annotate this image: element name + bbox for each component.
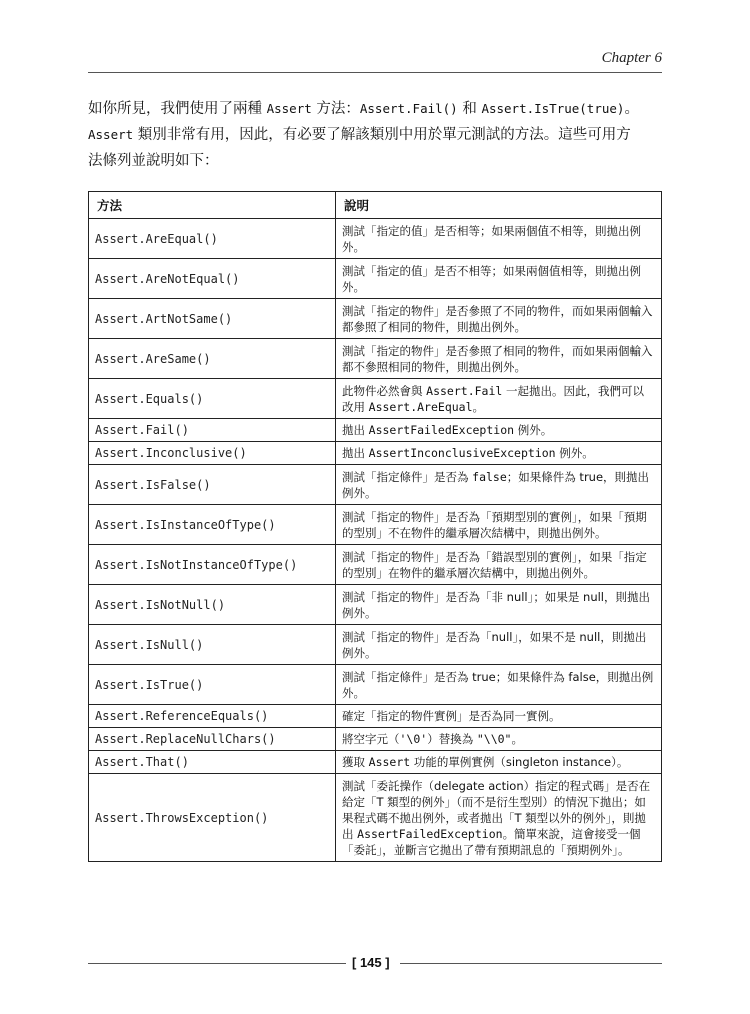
intro-line-1 — [88, 96, 668, 122]
table-row — [89, 379, 662, 419]
description-text: 測試「指定條件」是否為 — [342, 469, 473, 484]
description-text: 獲取 — [342, 755, 369, 769]
description-text: ）替換為 — [427, 732, 477, 746]
method-cell: Assert.Equals() — [89, 379, 336, 419]
method-cell: Assert.ReplaceNullChars() — [89, 728, 336, 751]
method-cell: Assert.IsNotInstanceOfType() — [89, 545, 336, 585]
method-cell: Assert.AreSame() — [89, 339, 336, 379]
description-text: 。 — [472, 399, 485, 414]
method-cell: Assert.IsNull() — [89, 625, 336, 665]
header-rule — [88, 72, 662, 73]
description-cell: 測試「指定的值」是否相等；如果兩個值不相等，則拋出例外。 — [336, 219, 662, 259]
chapter-header: Chapter 6 — [601, 50, 662, 66]
description-cell: 測試「指定的物件」是否為「null」，如果不是 null，則拋出例外。 — [336, 625, 662, 665]
intro-text: 如你所見，我們使用了兩種 — [88, 101, 267, 117]
description-cell: 確定「指定的物件實例」是否為同一實例。 — [336, 705, 662, 728]
description-cell: 測試「指定的物件」是否參照了不同的物件，而如果兩個輸入都參照了相同的物件，則拋出例外。 — [336, 299, 662, 339]
table-row — [89, 585, 662, 625]
table-row — [89, 339, 662, 379]
table-row — [89, 705, 662, 728]
table-row — [89, 259, 662, 299]
table-row — [89, 465, 662, 505]
description-cell: 測試「指定的物件」是否參照了相同的物件，而如果兩個輸入都不參照相同的物件，則拋出例外。 — [336, 339, 662, 379]
description-cell — [336, 751, 662, 774]
description-code: Assert.Fail — [426, 383, 503, 398]
description-cell: 測試「指定的物件」是否為「錯誤型別的實例」，如果「指定的型別」在物件的繼承層次結構中，則拋出例外。 — [336, 545, 662, 585]
intro-code: Assert — [266, 101, 312, 116]
method-cell: Assert.ThrowsException() — [89, 774, 336, 862]
method-cell: Assert.ReferenceEquals() — [89, 705, 336, 728]
column-header-method: 方法 — [89, 192, 336, 219]
method-cell: Assert.AreNotEqual() — [89, 259, 336, 299]
intro-code: Assert — [88, 127, 134, 142]
description-cell — [336, 728, 662, 751]
description-text: 。 — [511, 732, 523, 746]
description-text: 一起拋出。因此，我們可以改用 — [342, 383, 644, 414]
table-row — [89, 728, 662, 751]
footer-rule-left — [88, 963, 346, 964]
description-cell — [336, 774, 662, 862]
table-row — [89, 665, 662, 705]
intro-text: 和 — [457, 101, 482, 117]
description-cell — [336, 419, 662, 442]
description-text: 拋出 — [342, 446, 369, 460]
description-code: AssertFailedException — [357, 826, 503, 841]
method-cell: Assert.IsFalse() — [89, 465, 336, 505]
description-code: '\0' — [399, 732, 428, 746]
description-code: AssertInconclusiveException — [368, 446, 556, 460]
page-number: [ 145 ] — [352, 955, 390, 970]
intro-text: 類別非常有用，因此，有必要了解該類別中用於單元測試的方法。這些可用方 — [133, 127, 631, 143]
method-cell: Assert.Fail() — [89, 419, 336, 442]
table-row — [89, 751, 662, 774]
description-cell: 測試「指定的值」是否不相等；如果兩個值相等，則拋出例外。 — [336, 259, 662, 299]
method-cell: Assert.AreEqual() — [89, 219, 336, 259]
table-row — [89, 419, 662, 442]
description-cell: 測試「指定的物件」是否為「非 null」；如果是 null，則拋出例外。 — [336, 585, 662, 625]
description-cell — [336, 465, 662, 505]
footer-rule-right — [400, 963, 662, 964]
method-cell: Assert.IsTrue() — [89, 665, 336, 705]
description-text: 功能的單例實例（singleton instance）。 — [410, 755, 629, 769]
description-text: 將空字元（ — [342, 732, 400, 746]
method-cell: Assert.Inconclusive() — [89, 442, 336, 465]
table-row — [89, 774, 662, 862]
table-header-row — [89, 192, 662, 219]
column-header-description: 說明 — [336, 192, 662, 219]
table-row — [89, 442, 662, 465]
method-cell: Assert.IsInstanceOfType() — [89, 505, 336, 545]
table-row — [89, 219, 662, 259]
description-code: Assert.AreEqual — [368, 399, 473, 414]
description-cell — [336, 442, 662, 465]
description-code: Assert — [368, 755, 411, 769]
description-text: 此物件必然會與 — [342, 383, 427, 398]
intro-line-3: 法條列並說明如下： — [88, 153, 219, 169]
method-cell: Assert.ArtNotSame() — [89, 299, 336, 339]
table-row — [89, 299, 662, 339]
intro-code: Assert.Fail() — [359, 101, 458, 116]
intro-paragraph — [88, 96, 668, 174]
description-code: AssertFailedException — [368, 423, 515, 437]
intro-text: 方法： — [311, 101, 360, 117]
intro-code: Assert.IsTrue(true) — [481, 101, 625, 116]
table-row — [89, 625, 662, 665]
description-cell — [336, 379, 662, 419]
description-text: 。簡單來說，這會接受一個「委託」，並斷言它拋出了帶有預期訊息的「預期例外」。 — [342, 826, 641, 857]
intro-text: 。 — [624, 101, 639, 117]
description-text: ；如果條件為 true，則拋出例外。 — [342, 469, 650, 500]
table-row — [89, 505, 662, 545]
table-row — [89, 545, 662, 585]
assert-methods-table — [88, 191, 662, 862]
method-cell: Assert.That() — [89, 751, 336, 774]
description-text: 例外。 — [514, 423, 553, 437]
description-cell: 測試「指定條件」是否為 true；如果條件為 false，則拋出例外。 — [336, 665, 662, 705]
description-cell: 測試「指定的物件」是否為「預期型別的實例」，如果「預期的型別」不在物件的繼承層次結構中，則拋出例外。 — [336, 505, 662, 545]
intro-line-2 — [88, 122, 668, 148]
description-text: 例外。 — [555, 446, 594, 460]
description-text: 拋出 — [342, 423, 369, 437]
description-code: false — [472, 469, 507, 484]
method-cell: Assert.IsNotNull() — [89, 585, 336, 625]
description-code: "\\0" — [476, 732, 512, 746]
description-text: 測試「委託操作（delegate action）指定的程式碼」是否在給定「T 類型的例外」（而不是衍生型別）的情況下拋出；如果程式碼不拋出例外，或者拋出「T 類型以外的例外」，則拋出 — [342, 778, 651, 841]
table-body — [89, 219, 662, 862]
